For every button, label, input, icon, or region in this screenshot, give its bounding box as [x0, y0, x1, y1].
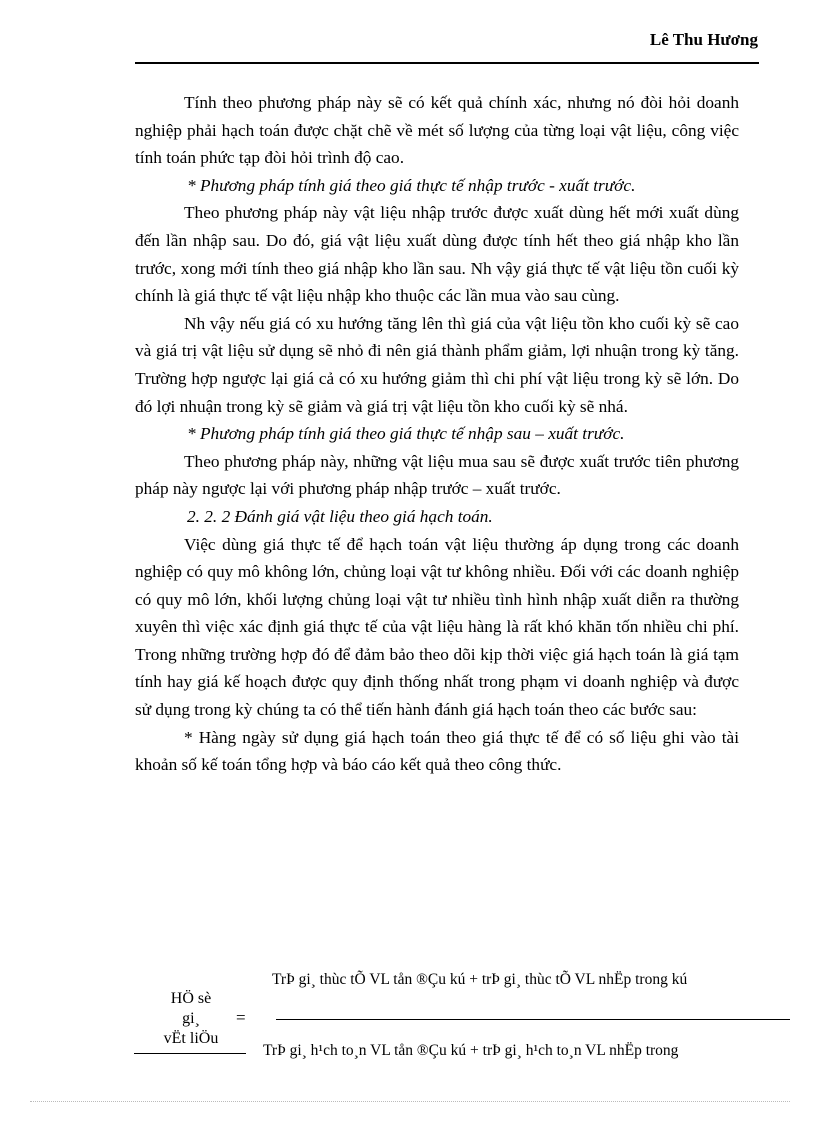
formula-lhs-underline [134, 1053, 246, 1054]
formula-fraction-bar [276, 1019, 790, 1020]
section-heading: 2. 2. 2 Đánh giá vật liệu theo giá hạch toán. [187, 506, 493, 526]
italic-heading: * Phương pháp tính giá theo giá thực tế nhập trước - xuất trước. [187, 175, 636, 195]
paragraph: * Hàng ngày sử dụng giá hạch toán theo giá thực tế để có số liệu ghi vào tài khoản số kế toán tổng hợp và báo cáo kết quả theo công thức. [135, 727, 739, 775]
footer-divider [30, 1101, 790, 1102]
paragraph: Nh vậy nếu giá có xu hướng tăng lên thì giá của vật liệu tồn kho cuối kỳ sẽ cao và giá trị vật liệu sử dụng sẽ nhỏ đi nên giá thành phẩm giảm, lợi nhuận trong kỳ tăng. Trường hợp ngược lại giá cả có xu hướng giảm thì chi phí vật liệu trong kỳ sẽ lớn. Do đó lợi nhuận trong kỳ sẽ giảm và giá trị vật liệu tồn kho cuối kỳ sẽ nhá. [135, 313, 739, 416]
italic-heading: * Phương pháp tính giá theo giá thực tế nhập sau – xuất trước. [187, 424, 625, 444]
paragraph: Việc dùng giá thực tế để hạch toán vật liệu thường áp dụng trong các doanh nghiệp có quy mô không lớn, chủng loại vật tư không nhiều. Đối với các doanh nghiệp có quy mô lớn, khối lượng chủng loại vật tư nhiều tình hình nhập xuất diễn ra thường xuyên thì việc xác định giá thực tế của vật liệu hàng là rất khó khăn tốn nhiều chi phí. Trong những trường hợp đó để đảm bảo theo dõi kịp thời việc giá hạch toán là giá tạm tính hay giá kế hoạch được quy định thống nhất trong phạm vi doanh nghiệp và được sử dụng trong kỳ chúng ta có thể tiến hành đánh giá hạch toán theo các bước sau: [135, 534, 739, 720]
header-divider [135, 62, 759, 64]
paragraph: Tính theo phương pháp này sẽ có kết quả chính xác, nhưng nó đòi hỏi doanh nghiệp phải hạch toán được chặt chẽ về mét số lượng của từng loại vật liệu, công việc tính toán phức tạp đòi hỏi trình độ cao. [135, 93, 739, 168]
formula-equals-sign: = [236, 1008, 246, 1027]
page-header-author: Lê Thu Hương [649, 30, 758, 49]
formula-lhs-line-2: gi¸ [182, 1010, 200, 1027]
paragraph: Theo phương pháp này, những vật liệu mua sau sẽ được xuất trước tiên phương pháp này ngược lại với phương pháp nhập trước – xuất trước. [135, 451, 739, 499]
document-body [135, 89, 739, 779]
formula-numerator: TrÞ gi¸ thùc tÕ VL tån ®Çu kú + trÞ gi¸ thùc tÕ VL nhËp trong kú [272, 971, 688, 988]
paragraph: Theo phương pháp này vật liệu nhập trước được xuất dùng hết mới xuất dùng đến lần nhập sau. Do đó, giá vật liệu xuất dùng được tính hết theo giá nhập kho lần trước, xong mới tính theo giá nhập kho lần sau. Nh vậy giá thực tế vật liệu tồn cuối kỳ chính là giá thực tế vật liệu nhập kho thuộc các lần mua vào sau cùng. [135, 203, 739, 306]
formula-lhs-line-1: HÖ sè [170, 990, 212, 1007]
formula-lhs-line-3: vËt liÖu [163, 1030, 219, 1047]
formula-denominator: TrÞ gi¸ h¹ch to¸n VL tån ®Çu kú + trÞ gi¸ h¹ch to¸n VL nhËp trong [263, 1042, 679, 1059]
